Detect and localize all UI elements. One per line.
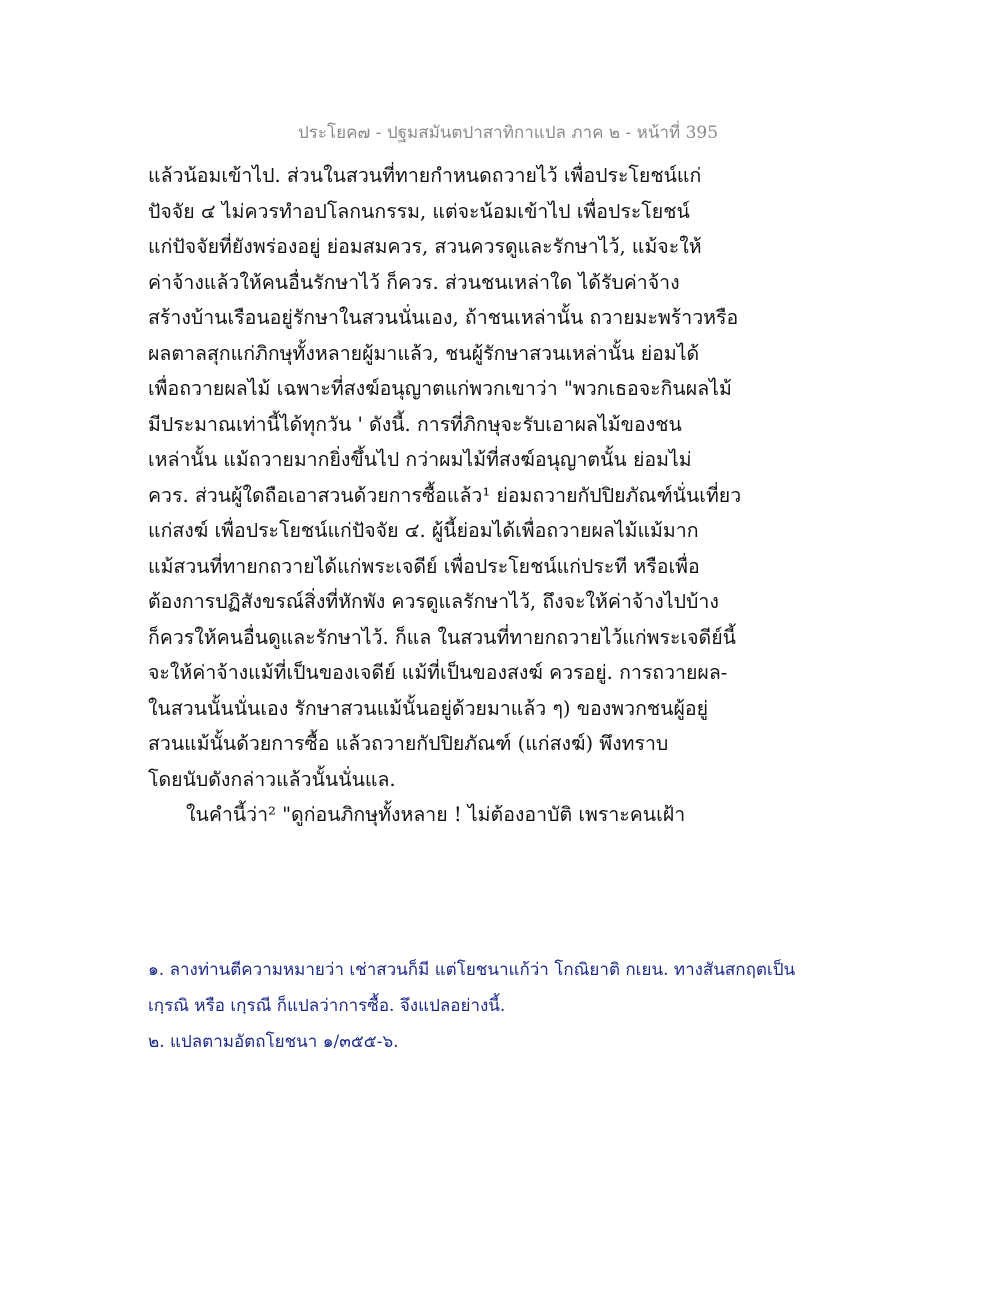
text-line: ควร. ส่วนผู้ใดถือเอาสวนด้วยการซื้อแล้ว¹ ย่อมถวายกัปปิยภัณฑ์นั่นเที่ยว: [148, 483, 742, 507]
text-line: เหล่านั้น แม้ถวายมากยิ่งขึ้นไป กว่าผมไม้ที่สงฆ์อนุญาตนั้น ย่อมไม่: [148, 448, 692, 471]
text-line: สร้างบ้านเรือนอยู่รักษาในสวนนั่นเอง, ถ้าชนเหล่านั้น ถวายมะพร้าวหรือ: [148, 306, 739, 329]
paragraph-start-line: ในคำนี้ว่า² "ดูก่อนภิกษุทั้งหลาย ! ไม่ต้องอาบัติ เพราะคนเฝ้า: [186, 803, 686, 826]
text-line: แล้วน้อมเข้าไป. ส่วนในสวนที่ทายกำหนดถวายไว้ เพื่อประโยชน์แก่: [148, 164, 702, 187]
text-line: ปัจจัย ๔ ไม่ควรทำอปโลกนกรรม, แต่จะน้อมเข้าไป เพื่อประโยชน์: [148, 199, 690, 223]
text-line: ก็ควรให้คนอื่นดูและรักษาไว้. ก็แล ในสวนที่ทายกถวายไว้แก่พระเจดีย์นี้: [148, 625, 736, 649]
main-text: [148, 158, 848, 833]
text-line: ต้องการปฏิสังขรณ์สิ่งที่หักพัง ควรดูแลรักษาไว้, ถึงจะให้ค่าจ้างไปบ้าง: [148, 590, 719, 613]
footnote-1-continued: เกฺรณิ หรือ เกฺรณี ก็แปลว่าการซื้อ. จึงแปลอย่างนี้.: [148, 996, 506, 1016]
footnote-1: ๑. ลางท่านตีความหมายว่า เช่าสวนก็มี แต่โยชนาแก้ว่า โกณิยาติ กเยน. ทางสันสกฤตเป็น: [148, 960, 796, 980]
text-line: แก่ปัจจัยที่ยังพร่องอยู่ ย่อมสมควร, สวนควรดูและรักษาไว้, แม้จะให้: [148, 235, 702, 258]
text-line: สวนแม้นั้นด้วยการซื้อ แล้วถวายกัปปิยภัณฑ์ (แก่สงฆ์) พึงทราบ: [148, 732, 669, 755]
text-line: โดยนับดังกล่าวแล้วนั้นนั่นแล.: [148, 767, 396, 791]
text-line: แม้สวนที่ทายกถวายได้แก่พระเจดีย์ เพื่อประโยชน์แก่ประที หรือเพื่อ: [148, 554, 700, 578]
footnote-2: ๒. แปลตามอัตถโยชนา ๑/๓๕๕-๖.: [148, 1032, 399, 1052]
text-line: ค่าจ้างแล้วให้คนอื่นรักษาไว้ ก็ควร. ส่วนชนเหล่าใด ได้รับค่าจ้าง: [148, 270, 680, 294]
text-line: แก่สงฆ์ เพื่อประโยชน์แก่ปัจจัย ๔. ผู้นี้ย่อมได้เพื่อถวายผลไม้แม้มาก: [148, 519, 699, 542]
text-line: ในสวนนั้นนั่นเอง รักษาสวนแม้นั้นอยู่ด้วยมาแล้ว ๆ) ของพวกชนผู้อยู่: [148, 696, 709, 720]
footnotes: [148, 952, 848, 1060]
text-line: ผลตาลสุกแก่ภิกษุทั้งหลายผู้มาแล้ว, ชนผู้รักษาสวนเหล่านั้น ย่อมได้: [148, 341, 700, 365]
text-line: จะให้ค่าจ้างแม้ที่เป็นของเจดีย์ แม้ที่เป็นของสงฆ์ ควรอยู่. การถวายผล-: [148, 661, 728, 684]
text-line: เพื่อถวายผลไม้ เฉพาะที่สงฆ์อนุญาตแก่พวกเขาว่า "พวกเธอจะกินผลไม้: [148, 377, 732, 400]
text-line: มีประมาณเท่านี้ได้ทุกวัน ' ดังนี้. การที่ภิกษุจะรับเอาผลไม้ของชน: [148, 412, 682, 436]
running-header: ประโยค๗ - ปฐมสมันตปาสาทิกาแปล ภาค ๒ - หน้าที่ 395: [298, 123, 719, 143]
